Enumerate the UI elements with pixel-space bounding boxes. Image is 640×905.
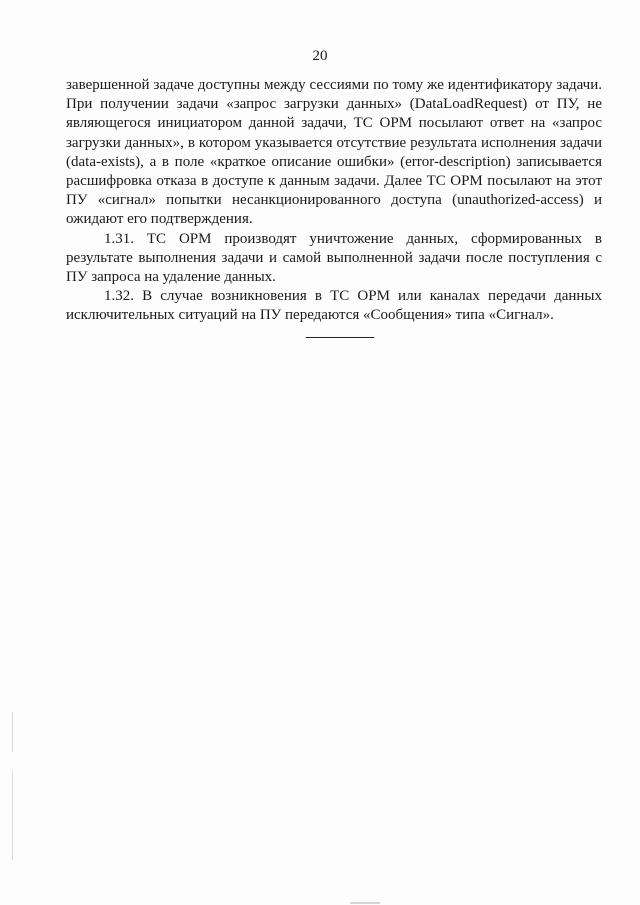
end-of-text-rule	[306, 337, 374, 338]
paragraph-1-32: 1.32. В случае возникновения в ТС ОРМ или каналах передачи данных исключительных ситуаций на ПУ передаются «Сообщения» типа «Сигнал».	[66, 288, 602, 324]
paragraph-continuation: завершенной задаче доступны между сессиями по тому же идентификатору задачи. При получении задачи «запрос загрузки данных» (DataLoadRequest) от ПУ, не являющегося инициатором данной задачи, ТС ОРМ посылают ответ на «запрос загрузки данных», в котором указывается отсутствие результата исполнения задачи (data-exists), а в поле «краткое описание ошибки» (error-description) записывается расшифровка отказа в доступе к данным задачи. Далее ТС ОРМ посылают на этот ПУ «сигнал» попытки несанкционированного доступа (unauthorized-access) и ожидают его подтверждения.	[66, 77, 602, 228]
document-body	[66, 76, 602, 326]
paragraph-1-31: 1.31. ТС ОРМ производят уничтожение данных, сформированных в результате выполнения задачи и самой выполненной задачи после поступления с ПУ запроса на удаление данных.	[66, 230, 602, 286]
page-number: 20	[312, 48, 328, 64]
